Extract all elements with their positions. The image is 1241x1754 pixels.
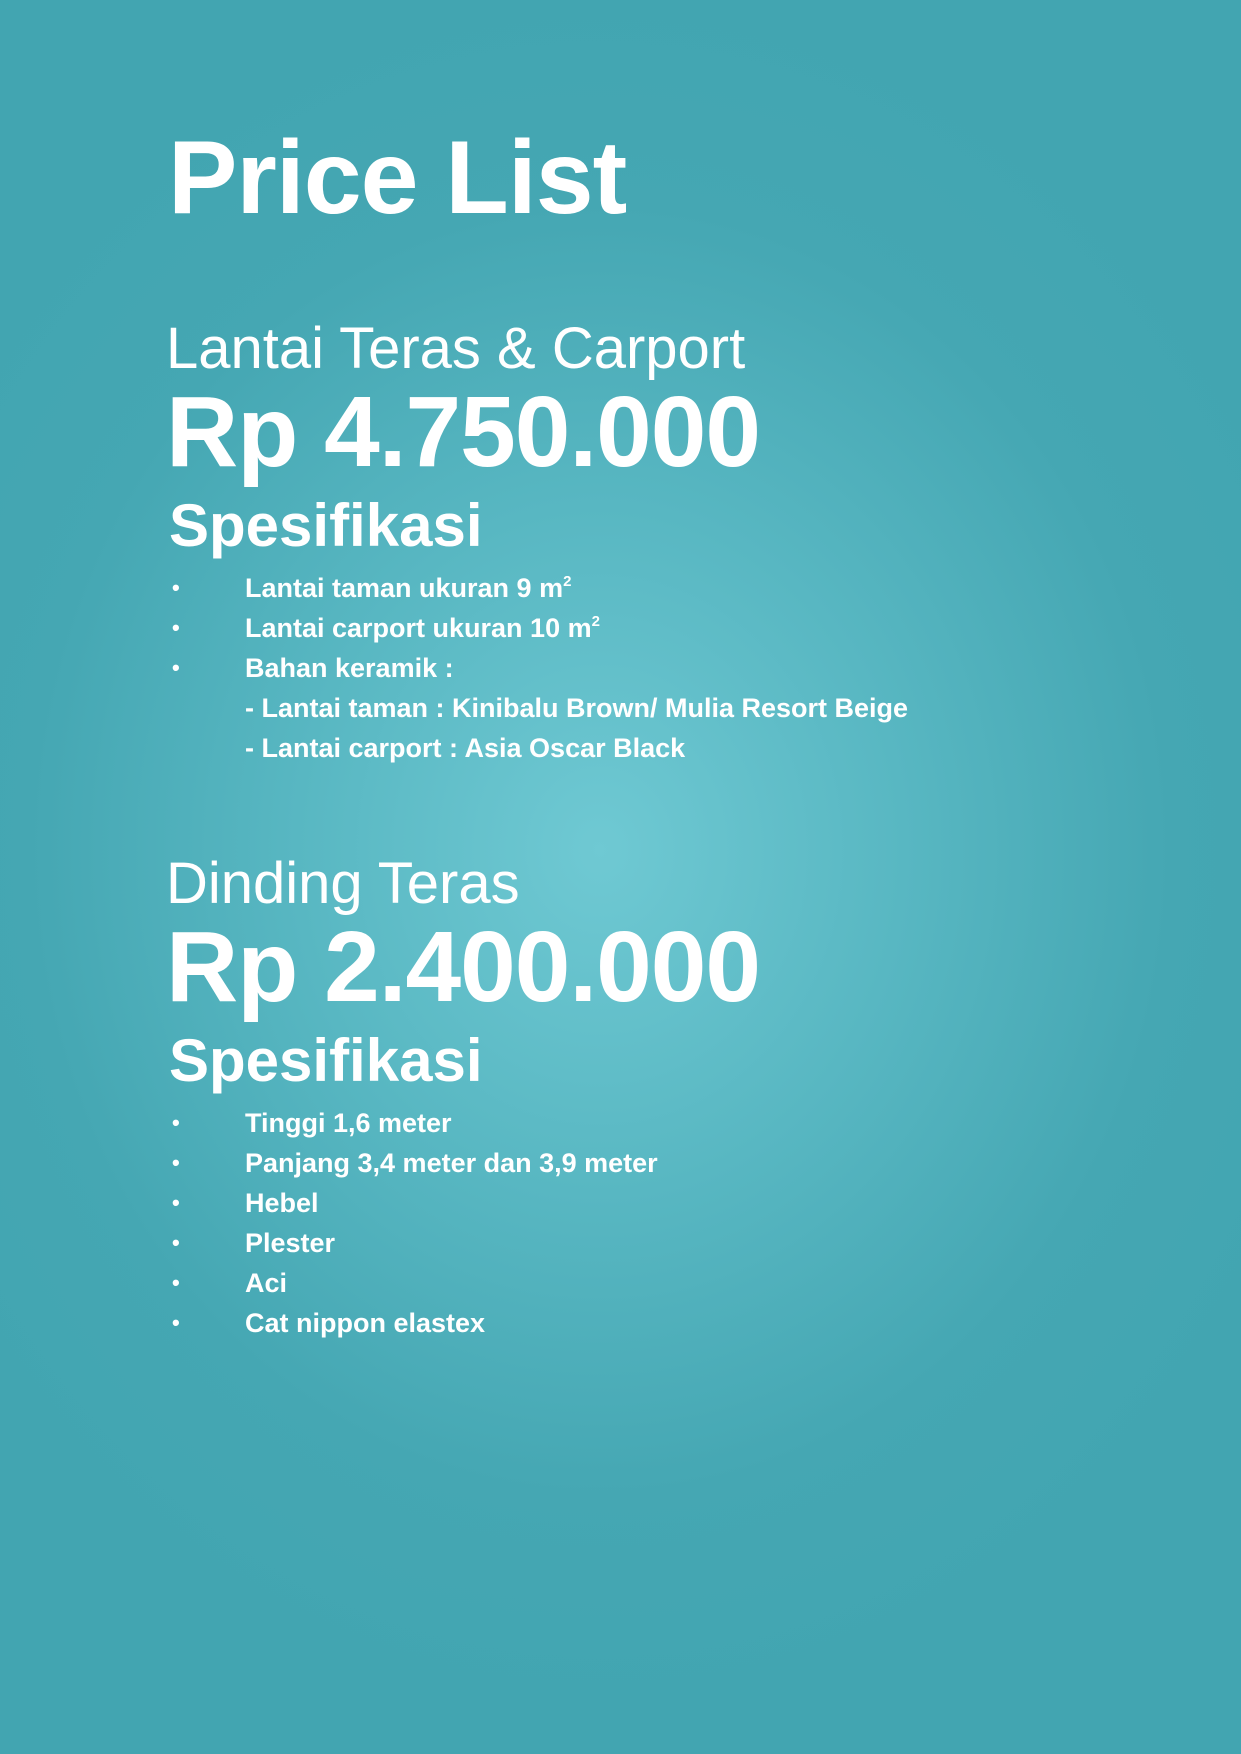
bullet-icon: •	[172, 575, 180, 600]
spec-text: Hebel	[245, 1188, 319, 1218]
spec-text: Aci	[245, 1268, 288, 1298]
spec-list	[166, 1103, 1186, 1343]
superscript: 2	[591, 613, 600, 630]
superscript: 2	[563, 573, 572, 590]
bullet-icon: •	[172, 1150, 180, 1175]
spec-item	[166, 1183, 1186, 1223]
bullet-icon: •	[172, 615, 180, 640]
spec-text: Plester	[245, 1228, 336, 1258]
spec-text: Tinggi 1,6 meter	[245, 1108, 452, 1138]
page-title: Price List	[168, 120, 627, 236]
spec-text: Panjang 3,4 meter dan 3,9 meter	[245, 1148, 658, 1178]
section-name: Lantai Teras & Carport	[166, 316, 746, 381]
spec-item	[166, 1263, 1186, 1303]
spec-text: Lantai carport ukuran 10 m	[245, 613, 592, 643]
bullet-icon: •	[172, 1190, 180, 1215]
spec-text: Lantai taman ukuran 9 m	[245, 573, 564, 603]
section-lantai-teras-carport	[166, 316, 1186, 768]
spec-item	[166, 1143, 1186, 1183]
spec-list	[166, 568, 1186, 768]
spec-heading: Spesifikasi	[169, 1027, 483, 1094]
section-dinding-teras	[166, 851, 1186, 1343]
bullet-icon: •	[172, 1310, 180, 1335]
spec-item	[166, 1103, 1186, 1143]
spec-item	[166, 648, 1186, 688]
section-price: Rp 2.400.000	[166, 911, 760, 1023]
bullet-icon: •	[172, 655, 180, 680]
spec-sub-item: - Lantai taman : Kinibalu Brown/ Mulia Resort Beige	[245, 693, 909, 723]
spec-text: Bahan keramik :	[245, 653, 454, 683]
section-name: Dinding Teras	[166, 851, 520, 916]
bullet-icon: •	[172, 1270, 180, 1295]
spec-item	[166, 1303, 1186, 1343]
spec-item	[166, 1223, 1186, 1263]
spec-sub-item: - Lantai carport : Asia Oscar Black	[245, 733, 686, 763]
spec-item	[166, 608, 1186, 648]
section-price: Rp 4.750.000	[166, 376, 760, 488]
spec-text: Cat nippon elastex	[245, 1308, 486, 1338]
bullet-icon: •	[172, 1110, 180, 1135]
bullet-icon: •	[172, 1230, 180, 1255]
spec-item	[166, 568, 1186, 608]
spec-heading: Spesifikasi	[169, 492, 483, 559]
